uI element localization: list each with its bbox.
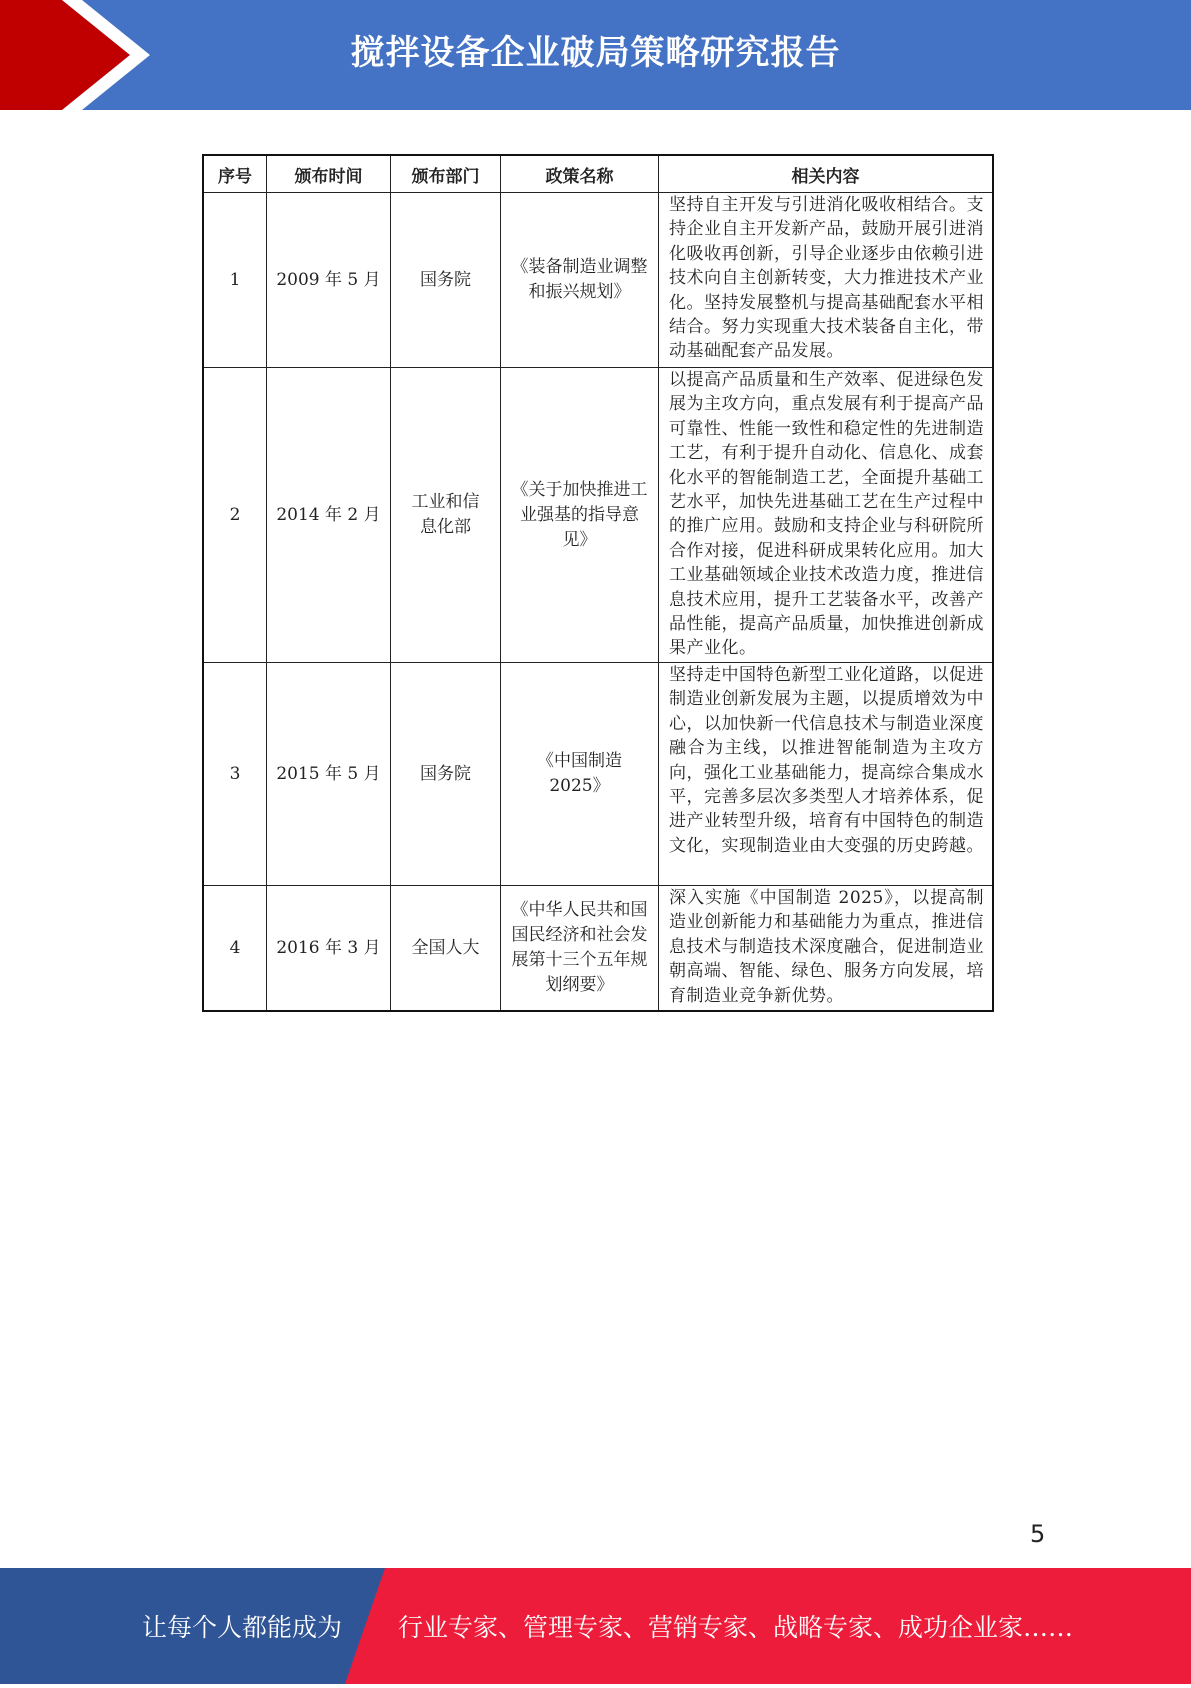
- table-row: [203, 368, 993, 663]
- footer-banner: [0, 1568, 1191, 1684]
- cell-no: 2: [203, 368, 267, 663]
- cell-time: 2015 年 5 月: [267, 663, 391, 886]
- cell-no: 3: [203, 663, 267, 886]
- table-header-row: [203, 155, 993, 193]
- cell-content: 坚持自主开发与引进消化吸收相结合。支持企业自主开发新产品，鼓励开展引进消化吸收再创新，引导企业逐步由依赖引进技术向自主创新转变，大力推进技术产业化。坚持发展整机与提高基础配套水平相结合。努力实现重大技术装备自主化，带动基础配套产品发展。: [659, 193, 994, 368]
- policy-table: [202, 154, 994, 1012]
- header-banner: [0, 0, 1191, 110]
- header-content: 相关内容: [659, 155, 994, 193]
- cell-dept: 国务院: [391, 193, 501, 368]
- policy-name: 《关于加快推进工业强基的指导意见》: [511, 479, 648, 550]
- cell-name: [501, 886, 659, 1012]
- cell-content: 坚持走中国特色新型工业化道路，以促进制造业创新发展为主题，以提质增效为中心，以加快新一代信息技术与制造业深度融合为主线，以推进智能制造为主攻方向，强化工业基础能力，提高综合集成水平，完善多层次多类型人才培养体系，促进产业转型升级，培育有中国特色的制造文化，实现制造业由大变强的历史跨越。: [659, 663, 994, 886]
- cell-no: 1: [203, 193, 267, 368]
- cell-name: [501, 663, 659, 886]
- cell-time: 2016 年 3 月: [267, 886, 391, 1012]
- cell-name: [501, 193, 659, 368]
- table-row: [203, 886, 993, 1012]
- cell-time: 2014 年 2 月: [267, 368, 391, 663]
- table-row: [203, 193, 993, 368]
- header-dept: 颁布部门: [391, 155, 501, 193]
- report-title: 搅拌设备企业破局策略研究报告: [350, 33, 841, 73]
- cell-content: 深入实施《中国制造 2025》，以提高制造业创新能力和基础能力为重点，推进信息技术与制造技术深度融合，促进制造业朝高端、智能、绿色、服务方向发展，培育制造业竞争新优势。: [659, 886, 994, 1012]
- policy-name: 《中华人民共和国国民经济和社会发展第十三个五年规划纲要》: [511, 900, 648, 995]
- footer-slogan-right: 行业专家、管理专家、营销专家、战略专家、成功企业家……: [398, 1613, 1074, 1642]
- cell-dept: 国务院: [391, 663, 501, 886]
- cell-content: 以提高产品质量和生产效率、促进绿色发展为主攻方向，重点发展有利于提高产品可靠性、性能一致性和稳定性的先进制造工艺，有利于提升自动化、信息化、成套化水平的智能制造工艺，全面提升基础工艺水平，加快先进基础工艺在生产过程中的推广应用。鼓励和支持企业与科研院所合作对接，促进科研成果转化应用。加大工业基础领域企业技术改造力度，推进信息技术应用，提升工艺装备水平，改善产品性能，提高产品质量，加快推进创新成果产业化。: [659, 368, 994, 663]
- page-number: 5: [1030, 1520, 1046, 1548]
- cell-name: [501, 368, 659, 663]
- cell-dept: [391, 368, 501, 663]
- footer-slogan-left: 让每个人都能成为: [142, 1613, 343, 1642]
- cell-time: 2009 年 5 月: [267, 193, 391, 368]
- dept-name: 工业和信息化部: [411, 492, 480, 537]
- policy-name: 《中国制造 2025》: [537, 751, 622, 796]
- cell-dept: 全国人大: [391, 886, 501, 1012]
- policy-name: 《装备制造业调整和振兴规划》: [511, 257, 648, 302]
- header-no: 序号: [203, 155, 267, 193]
- header-time: 颁布时间: [267, 155, 391, 193]
- header-name: 政策名称: [501, 155, 659, 193]
- cell-no: 4: [203, 886, 267, 1012]
- table-row: [203, 663, 993, 886]
